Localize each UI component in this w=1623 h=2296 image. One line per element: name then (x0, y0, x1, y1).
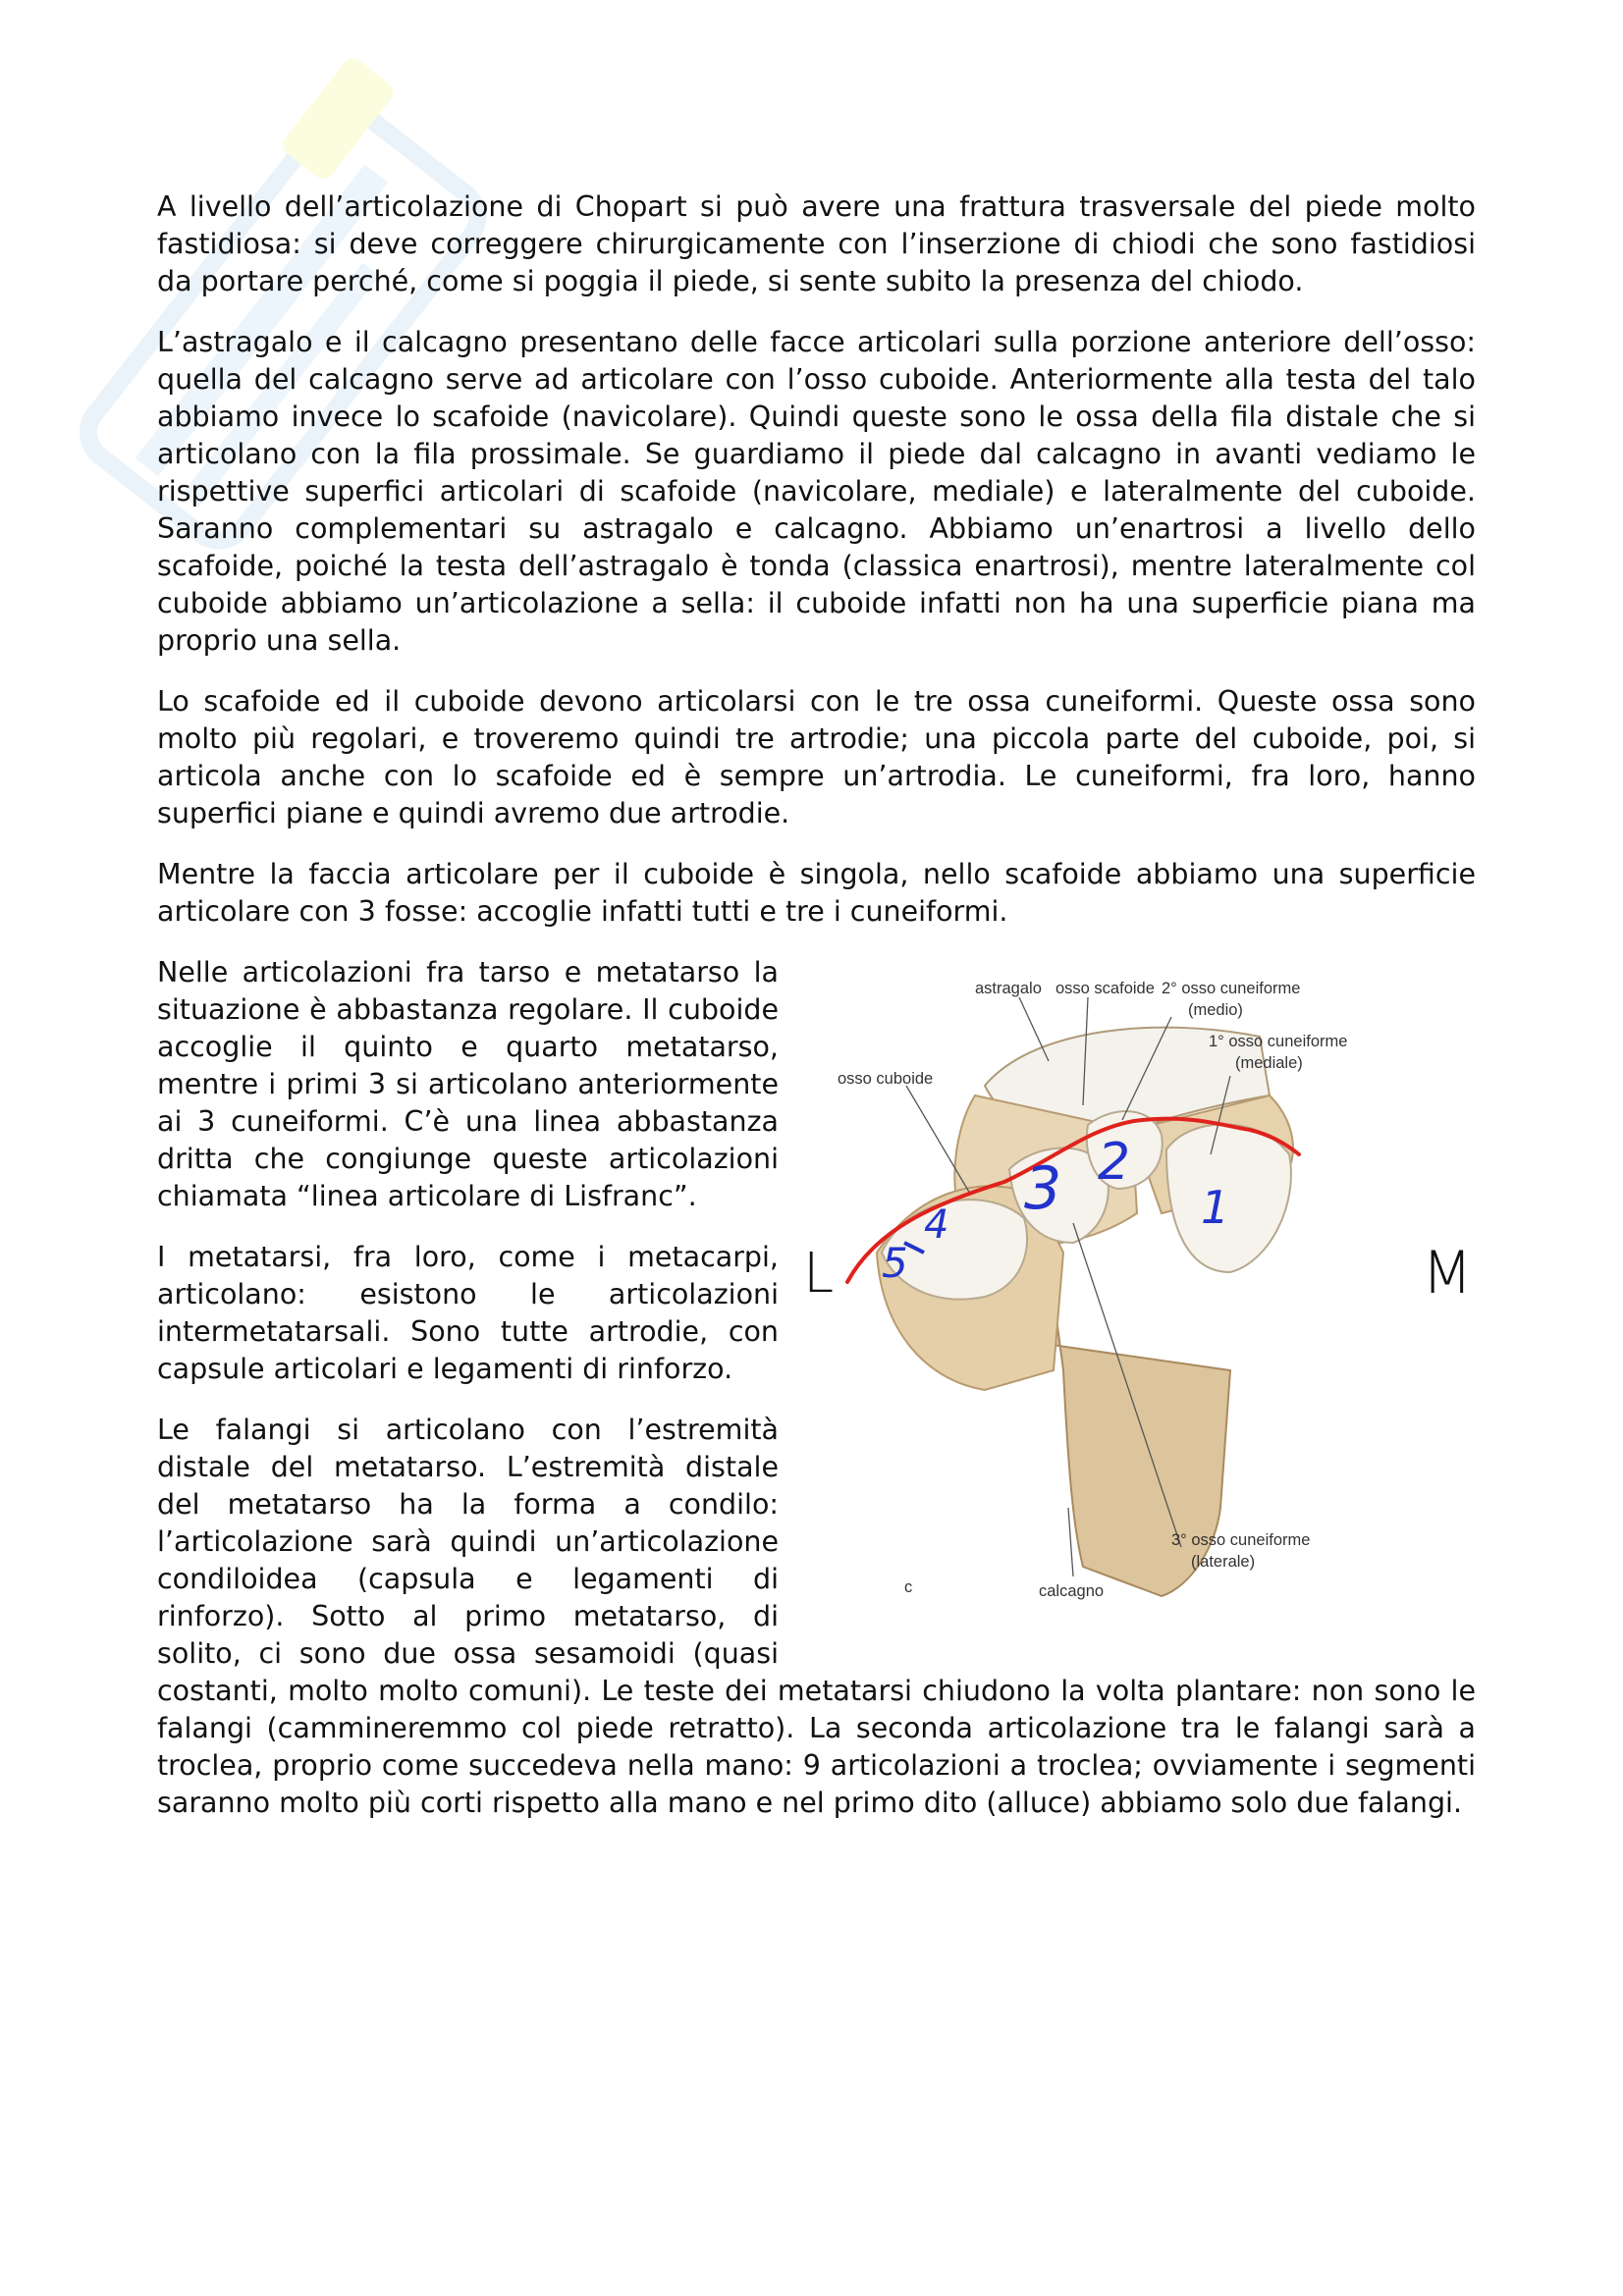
hand-number-4: 4 (924, 1202, 949, 1248)
paragraph-6: I metatarsi, fra loro, come i metacarpi, articolano: esistono le articolazioni intermetatarsali. Sono tutte artrodie, con capsule articolari e legamenti di rinforzo. (157, 1241, 779, 1385)
label-cuneiforme-1-sub: (mediale) (1235, 1054, 1303, 1072)
label-cuneiforme-1: 1° osso cuneiforme (1209, 1033, 1348, 1050)
label-cuneiforme-2-sub: (medio) (1188, 1001, 1243, 1019)
label-cuneiforme-3: 3° osso cuneiforme (1171, 1531, 1311, 1549)
hand-number-1: 1 (1201, 1181, 1230, 1234)
label-panel-c: c (904, 1578, 913, 1596)
body-text (157, 188, 1476, 1845)
paragraph-5: Nelle articolazioni fra tarso e metatarso la situazione è abbastanza regolare. Il cuboide accoglie il quinto e quarto metatarso, mentre i primi 3 si articolano anteriormente ai 3 cuneiformi. C’è una linea abbastanza dritta che congiunge queste articolazioni chiamata “linea articolare di Lisfranc”. (157, 956, 779, 1212)
label-osso-scafoide: osso scafoide (1055, 980, 1155, 997)
paragraph-4: Mentre la faccia articolare per il cuboide è singola, nello scafoide abbiamo una superficie articolare con 3 fosse: accoglie infatti tutti e tre i cuneiformi. (157, 858, 1476, 928)
paragraph-3: Lo scafoide ed il cuboide devono articolarsi con le tre ossa cuneiformi. Queste ossa sono molto più regolari, e troveremo quindi tre artrodie; una piccola parte del cuboide, poi, si articola anche con lo scafoide ed è sempre un’artrodia. Le cuneiformi, fra loro, hanno superfici piane e quindi avremo due artrodie. (157, 685, 1476, 829)
label-astragalo: astragalo (975, 980, 1042, 997)
label-cuneiforme-3-sub: (laterale) (1191, 1553, 1256, 1571)
hand-number-2: 2 (1098, 1133, 1131, 1192)
paragraph-7: Le falangi si articolano con l’estremità distale del metatarso. L’estremità distale del metatarso ha la forma a condilo: l’articolazione sarà quindi un’articolazione condiloidea (capsula e legamenti di rinforzo). Sotto al primo metatarso, di solito, ci sono due ossa sesamoidi (quasi costanti, molto molto comuni). Le teste dei metatarsi chiudono la volta plantare: non sono le falangi (cammineremmo col piede retratto). La seconda articolazione tra le falangi sarà a troclea, proprio come succedeva nella mano: 9 articolazioni a troclea; ovviamente i segmenti saranno molto più corti rispetto alla mano e nel primo dito (alluce) abbiamo solo due falangi. (157, 1414, 1476, 1819)
label-osso-cuboide: osso cuboide (838, 1070, 934, 1088)
anatomy-figure (838, 958, 1476, 1673)
hand-letter-L: L (803, 1242, 835, 1306)
hand-number-5: 5 (882, 1239, 908, 1287)
foot-bones-illustration (838, 958, 1476, 1673)
paragraph-2: L’astragalo e il calcagno presentano delle facce articolari sulla porzione anteriore dell’osso: quella del calcagno serve ad articolare con l’osso cuboide. Anteriormente alla testa del talo abbiamo invece lo scafoide (navicolare). Quindi queste sono le ossa della fila distale che si articolano con la fila prossimale. Se guardiamo il piede dal calcagno in avanti vediamo le rispettive superfici articolari di scafoide (navicolare, mediale) e lateralmente del cuboide. Saranno complementari su astragalo e calcagno. Abbiamo un’enartrosi a livello dello scafoide, poiché la testa dell’astragalo è tonda (classica enartrosi), mentre lateralmente col cuboide abbiamo un’articolazione a sella: il cuboide infatti non ha una superficie piana ma proprio una sella. (157, 326, 1476, 657)
hand-letter-M: M (1422, 1239, 1473, 1308)
hand-number-3: 3 (1024, 1154, 1062, 1223)
paragraph-1: A livello dell’articolazione di Chopart si può avere una frattura trasversale del piede molto fastidiosa: si deve correggere chirurgicamente con l’inserzione di chiodi che sono fastidiosi da portare perché, come si poggia il piede, si sente subito la presenza del chiodo. (157, 190, 1476, 297)
label-cuneiforme-2: 2° osso cuneiforme (1162, 980, 1301, 997)
label-calcagno: calcagno (1039, 1582, 1105, 1600)
